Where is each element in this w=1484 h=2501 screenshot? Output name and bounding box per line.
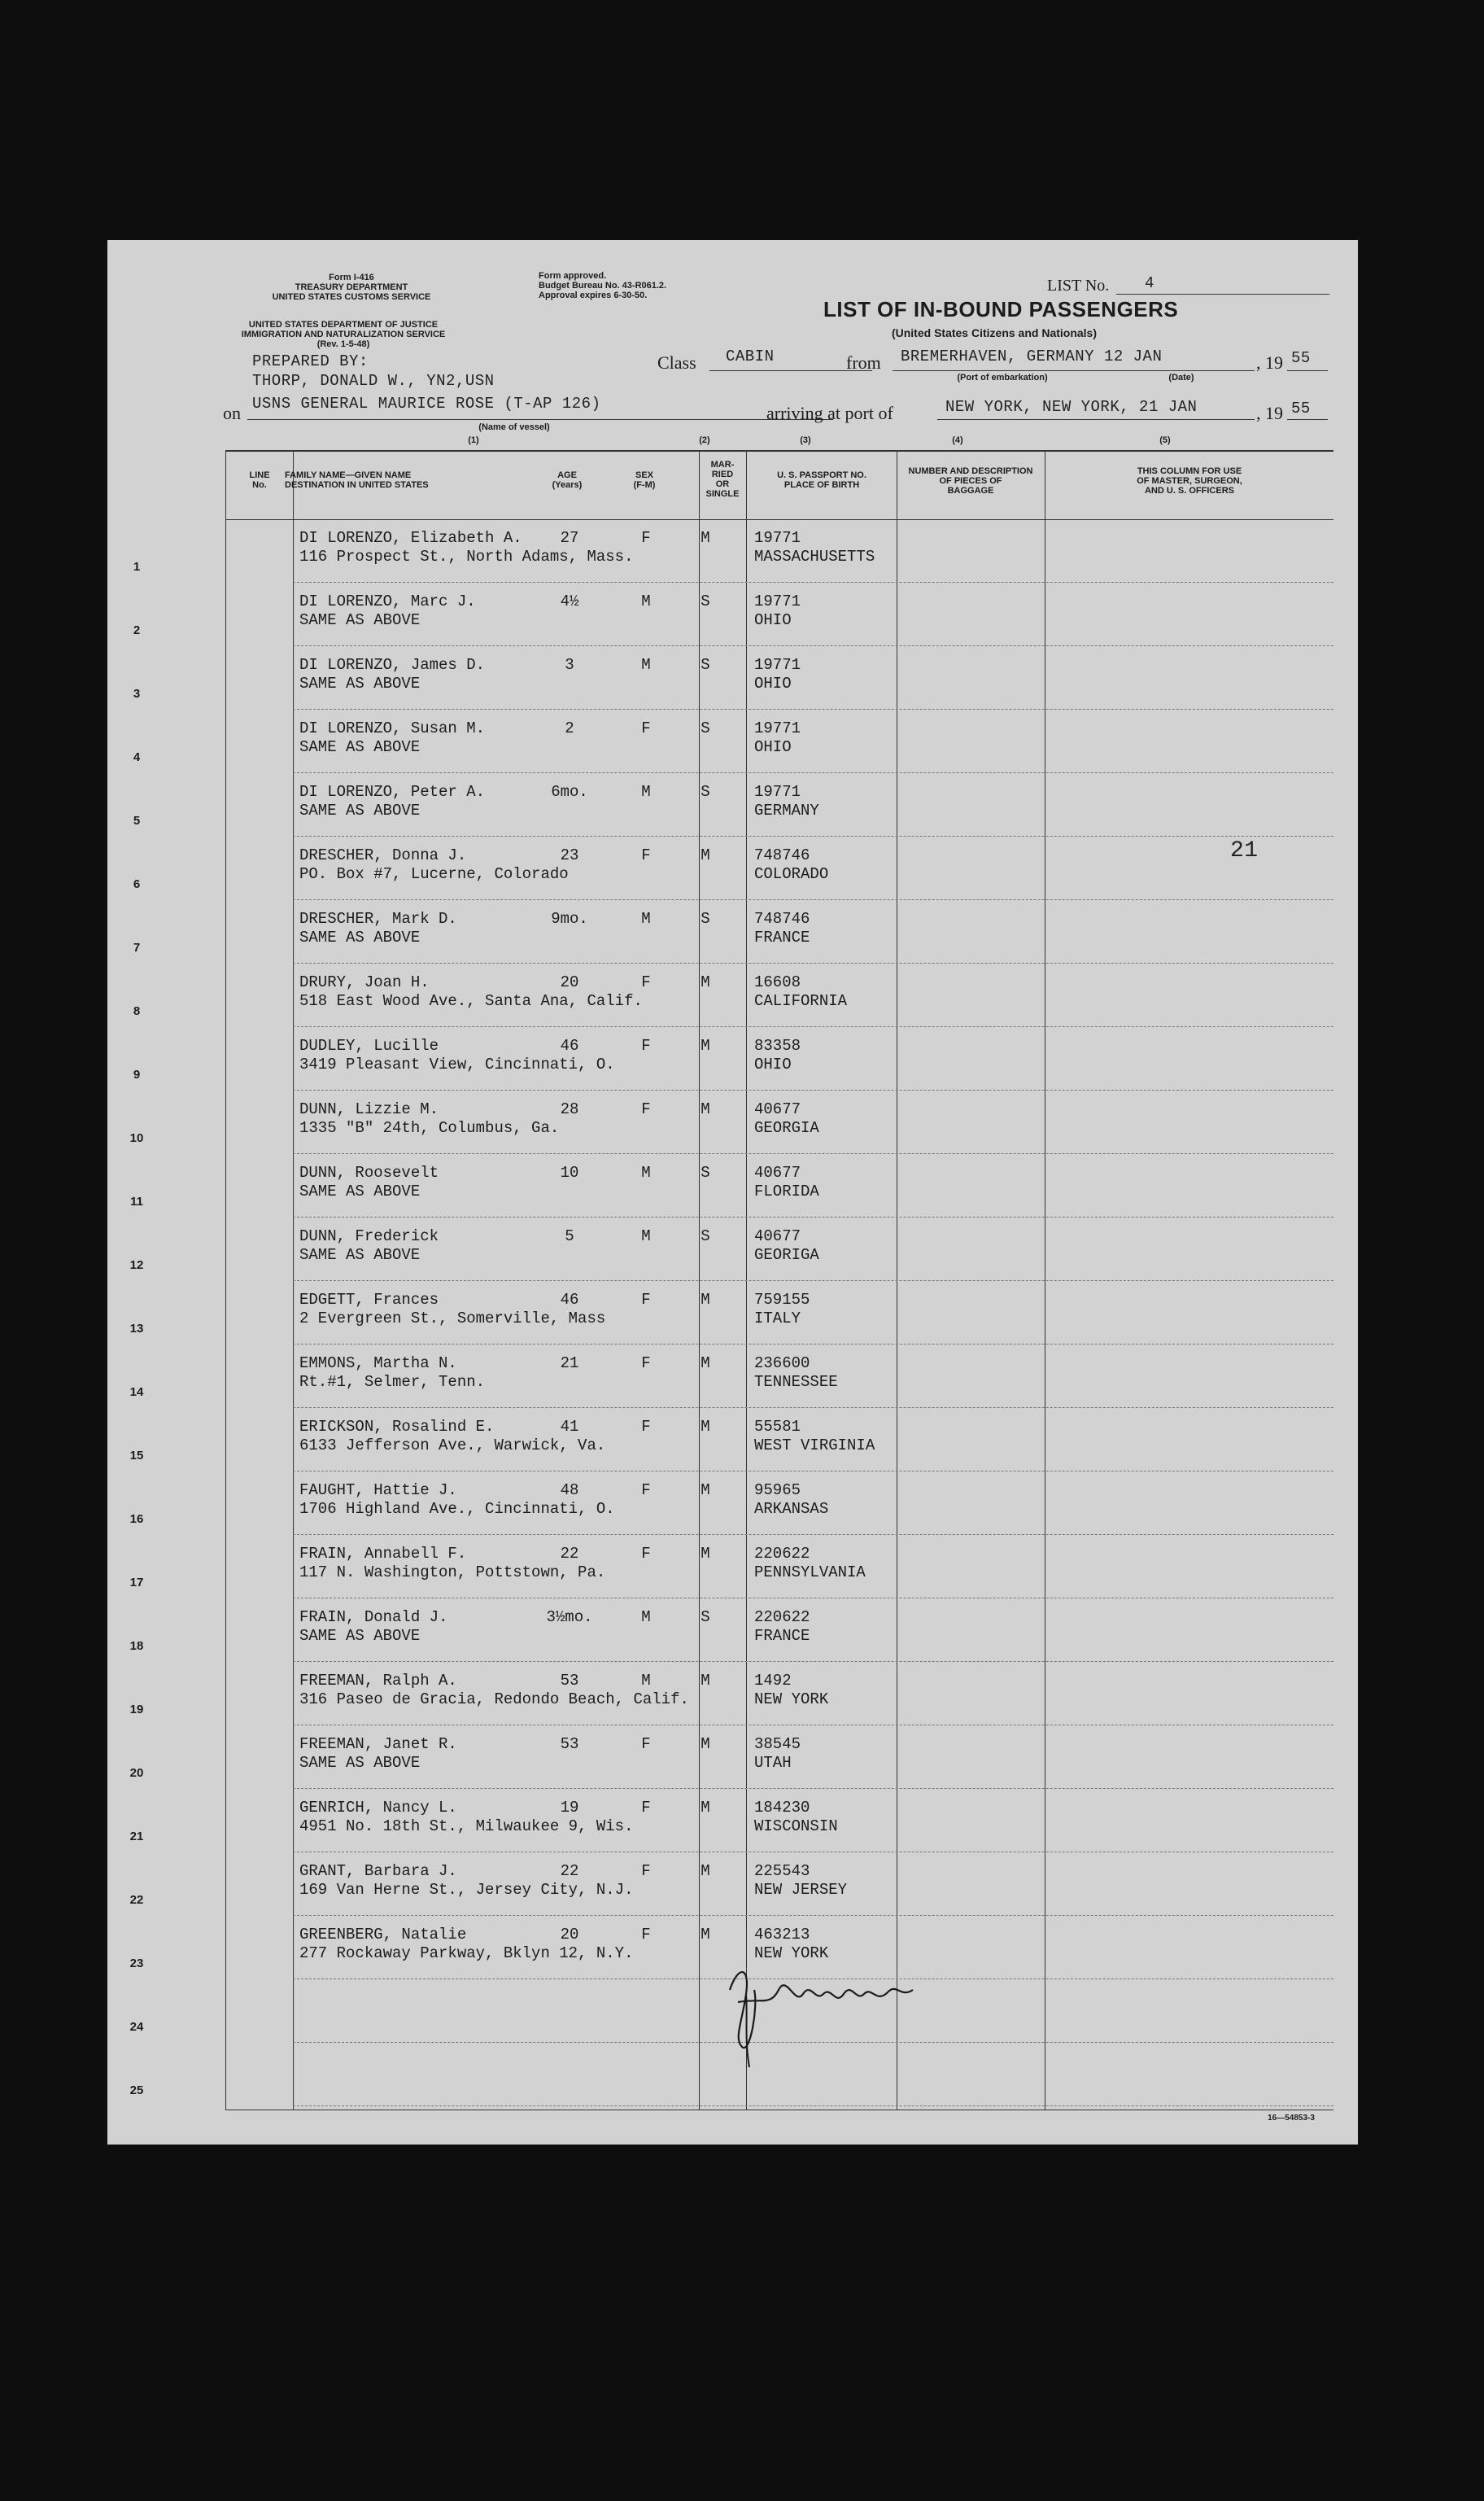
col-header-baggage: NUMBER AND DESCRIPTION OF PIECES OF BAGGAGE	[908, 466, 1033, 496]
column-number: (4)	[952, 435, 963, 445]
table-row	[107, 1598, 1358, 1662]
passport-number: 220622	[754, 1608, 810, 1626]
passport-number: 220622	[754, 1545, 810, 1563]
age: 27	[560, 529, 579, 547]
marital-status: M	[701, 846, 710, 864]
preparer-name: THORP, DONALD W., YN2,USN	[252, 372, 495, 390]
line-number: 22	[129, 1893, 144, 1907]
row-divider	[293, 2105, 1333, 2106]
passenger-name: GRANT, Barbara J.	[299, 1862, 457, 1880]
passenger-name: DUNN, Frederick	[299, 1227, 439, 1245]
passenger-name: DRESCHER, Donna J.	[299, 846, 467, 864]
place-of-birth: OHIO	[754, 675, 792, 693]
passenger-name: DI LORENZO, Marc J.	[299, 592, 476, 610]
age: 10	[560, 1164, 579, 1182]
passport-number: 16608	[754, 973, 801, 991]
class-value: CABIN	[726, 348, 775, 365]
sex: M	[641, 592, 651, 610]
place-of-birth: GERMANY	[754, 802, 819, 820]
destination: 518 East Wood Ave., Santa Ana, Calif.	[299, 992, 643, 1010]
passport-number: 19771	[754, 592, 801, 610]
passenger-manifest-page	[107, 240, 1358, 2145]
age: 9mo.	[551, 910, 588, 928]
age: 46	[560, 1291, 579, 1309]
marital-status: S	[701, 719, 710, 737]
place-of-birth: NEW YORK	[754, 1944, 829, 1962]
place-of-birth: FLORIDA	[754, 1183, 819, 1200]
marital-status: M	[701, 529, 710, 547]
age: 20	[560, 1926, 579, 1944]
passport-number: 759155	[754, 1291, 810, 1309]
table-row	[107, 964, 1358, 1027]
col-header-officers: THIS COLUMN FOR USE OF MASTER, SURGEON, AND U. S. OFFICERS	[1137, 466, 1242, 496]
destination: Rt.#1, Selmer, Tenn.	[299, 1373, 486, 1391]
line-number: 7	[133, 941, 141, 955]
age: 46	[560, 1037, 579, 1055]
passport-number: 748746	[754, 846, 810, 864]
table-row	[107, 519, 1358, 583]
place-of-birth: GEORIGA	[754, 1246, 819, 1264]
line-number: 3	[133, 687, 141, 701]
table-row	[107, 1789, 1358, 1852]
line-number: 12	[129, 1258, 144, 1272]
footer-code: 16—54853-3	[1268, 2114, 1315, 2123]
marital-status: M	[701, 1799, 710, 1817]
destination: SAME AS ABOVE	[299, 1627, 421, 1645]
place-of-birth: WISCONSIN	[754, 1817, 838, 1835]
line-number: 13	[129, 1322, 144, 1336]
age: 20	[560, 973, 579, 991]
on-label: on	[223, 403, 241, 423]
place-of-birth: WEST VIRGINIA	[754, 1436, 875, 1454]
sex: F	[641, 1481, 651, 1499]
table-row	[107, 1535, 1358, 1598]
age: 28	[560, 1100, 579, 1118]
justice-dept-block: UNITED STATES DEPARTMENT OF JUSTICE IMMIGRATION AND NATURALIZATION SERVICE (Rev. 1-5-48)	[241, 320, 446, 349]
passport-number: 19771	[754, 529, 801, 547]
destination: 3419 Pleasant View, Cincinnati, O.	[299, 1056, 615, 1073]
line-number: 18	[129, 1639, 144, 1653]
line-number: 24	[129, 2020, 144, 2034]
col-header-married: MAR- RIED OR SINGLE	[705, 460, 740, 499]
marital-status: M	[701, 1926, 710, 1944]
age: 53	[560, 1672, 579, 1690]
table-row	[107, 1218, 1358, 1281]
line-number: 5	[133, 814, 141, 828]
sex: M	[641, 1227, 651, 1245]
destination: SAME AS ABOVE	[299, 1754, 421, 1772]
line-number: 8	[133, 1004, 141, 1018]
destination: 1706 Highland Ave., Cincinnati, O.	[299, 1500, 615, 1518]
place-of-birth: NEW JERSEY	[754, 1881, 848, 1899]
arriving-year-prefix: , 19	[1256, 403, 1283, 423]
page-subtitle: (United States Citizens and Nationals)	[891, 326, 1098, 339]
line-number: 2	[133, 623, 141, 637]
col-header-passport: U. S. PASSPORT NO. PLACE OF BIRTH	[777, 470, 866, 490]
passenger-name: EDGETT, Frances	[299, 1291, 439, 1309]
passport-number: 184230	[754, 1799, 810, 1817]
line-number: 9	[133, 1068, 141, 1082]
passenger-name: EMMONS, Martha N.	[299, 1354, 457, 1372]
age: 3½mo.	[546, 1608, 593, 1626]
officer-note: 21	[1230, 838, 1259, 864]
sex: M	[641, 910, 651, 928]
line-number: 20	[129, 1766, 144, 1780]
sex: F	[641, 1735, 651, 1753]
approval-block: Form approved. Budget Bureau No. 43-R061.2. Approval expires 6-30-50.	[539, 271, 667, 300]
sex: F	[641, 1926, 651, 1944]
destination: 277 Rockaway Parkway, Bklyn 12, N.Y.	[299, 1944, 634, 1962]
marital-status: M	[701, 1545, 710, 1563]
passenger-name: FREEMAN, Ralph A.	[299, 1672, 457, 1690]
sex: F	[641, 719, 651, 737]
age: 2	[565, 719, 574, 737]
passenger-name: GREENBERG, Natalie	[299, 1926, 467, 1944]
vessel-caption: (Name of vessel)	[478, 422, 550, 432]
destination: SAME AS ABOVE	[299, 929, 421, 947]
page-title: LIST OF IN-BOUND PASSENGERS	[823, 297, 1179, 321]
passenger-name: ERICKSON, Rosalind E.	[299, 1418, 495, 1436]
passenger-name: DI LORENZO, Peter A.	[299, 783, 486, 801]
passport-number: 19771	[754, 719, 801, 737]
sex: F	[641, 1862, 651, 1880]
destination: SAME AS ABOVE	[299, 675, 421, 693]
passenger-name: DI LORENZO, Elizabeth A.	[299, 529, 522, 547]
passport-number: 748746	[754, 910, 810, 928]
officer-signature	[714, 1957, 925, 2071]
passenger-name: FREEMAN, Janet R.	[299, 1735, 457, 1753]
line-number: 10	[129, 1131, 144, 1145]
table-row	[107, 1154, 1358, 1218]
table-top-rule	[225, 450, 1333, 452]
destination: SAME AS ABOVE	[299, 1246, 421, 1264]
table-row	[107, 1408, 1358, 1471]
form-number-block: Form I-416 TREASURY DEPARTMENT UNITED STATES CUSTOMS SERVICE	[272, 273, 431, 302]
col-header-name: FAMILY NAME—GIVEN NAME DESTINATION IN UNITED STATES	[285, 470, 429, 490]
table-row	[107, 773, 1358, 837]
destination: SAME AS ABOVE	[299, 611, 421, 629]
passport-number: 236600	[754, 1354, 810, 1372]
passport-number: 19771	[754, 656, 801, 674]
marital-status: M	[701, 1672, 710, 1690]
col-header-line: LINE No.	[249, 470, 270, 490]
passport-number: 1492	[754, 1672, 792, 1690]
passport-number: 40677	[754, 1227, 801, 1245]
place-of-birth: OHIO	[754, 1056, 792, 1073]
marital-status: S	[701, 783, 710, 801]
passport-number: 225543	[754, 1862, 810, 1880]
passenger-name: FRAIN, Donald J.	[299, 1608, 448, 1626]
destination: 117 N. Washington, Pottstown, Pa.	[299, 1563, 606, 1581]
line-number: 4	[133, 750, 141, 764]
place-of-birth: OHIO	[754, 738, 792, 756]
sex: F	[641, 529, 651, 547]
age: 23	[560, 846, 579, 864]
arriving-value: NEW YORK, NEW YORK, 21 JAN	[945, 398, 1198, 416]
table-row	[107, 1471, 1358, 1535]
destination: 1335 "B" 24th, Columbus, Ga.	[299, 1119, 560, 1137]
sex: F	[641, 1354, 651, 1372]
sex: F	[641, 1418, 651, 1436]
column-number: (3)	[800, 435, 811, 445]
sex: M	[641, 1608, 651, 1626]
marital-status: M	[701, 1037, 710, 1055]
destination: SAME AS ABOVE	[299, 802, 421, 820]
line-number: 11	[130, 1195, 143, 1209]
sex: F	[641, 1100, 651, 1118]
passenger-name: FRAIN, Annabell F.	[299, 1545, 467, 1563]
passport-number: 40677	[754, 1100, 801, 1118]
place-of-birth: MASSACHUSETTS	[754, 548, 875, 566]
marital-status: M	[701, 1291, 710, 1309]
line-number: 14	[129, 1385, 144, 1399]
sex: M	[641, 1164, 651, 1182]
place-of-birth: UTAH	[754, 1754, 792, 1772]
table-row	[107, 1027, 1358, 1091]
table-row	[107, 1281, 1358, 1345]
date-caption: (Date)	[1168, 373, 1194, 383]
place-of-birth: ARKANSAS	[754, 1500, 829, 1518]
prepared-by-label: PREPARED BY:	[252, 352, 369, 370]
table-row	[107, 583, 1358, 646]
passenger-name: DUNN, Roosevelt	[299, 1164, 439, 1182]
sex: F	[641, 1545, 651, 1563]
line-number: 15	[129, 1449, 144, 1463]
sex: F	[641, 1291, 651, 1309]
line-number: 25	[129, 2083, 144, 2097]
from-label: from	[846, 352, 881, 373]
place-of-birth: NEW YORK	[754, 1690, 829, 1708]
age: 22	[560, 1545, 579, 1563]
place-of-birth: FRANCE	[754, 929, 810, 947]
marital-status: M	[701, 1418, 710, 1436]
marital-status: S	[701, 656, 710, 674]
line-number: 6	[133, 877, 141, 891]
vessel-name: USNS GENERAL MAURICE ROSE (T-AP 126)	[252, 395, 601, 413]
arriving-year: 55	[1291, 400, 1311, 418]
age: 4½	[560, 592, 579, 610]
age: 22	[560, 1862, 579, 1880]
destination: 169 Van Herne St., Jersey City, N.J.	[299, 1881, 634, 1899]
port-caption: (Port of embarkation)	[957, 373, 1048, 383]
marital-status: M	[701, 1481, 710, 1499]
age: 48	[560, 1481, 579, 1499]
place-of-birth: FRANCE	[754, 1627, 810, 1645]
line-number: 16	[129, 1512, 144, 1526]
passport-number: 55581	[754, 1418, 801, 1436]
marital-status: M	[701, 973, 710, 991]
column-number: (5)	[1159, 435, 1171, 445]
passport-number: 83358	[754, 1037, 801, 1055]
age: 53	[560, 1735, 579, 1753]
list-no-value: 4	[1145, 274, 1154, 292]
marital-status: S	[701, 1608, 710, 1626]
table-row	[107, 710, 1358, 773]
arriving-label: arriving at port of	[766, 403, 893, 423]
age: 19	[560, 1799, 579, 1817]
table-row	[107, 837, 1358, 900]
passenger-name: DRESCHER, Mark D.	[299, 910, 457, 928]
column-number: (1)	[468, 435, 479, 445]
table-row	[107, 900, 1358, 964]
list-no-label: LIST No.	[1047, 277, 1110, 295]
sex: M	[641, 783, 651, 801]
table-row	[107, 1091, 1358, 1154]
sex: F	[641, 973, 651, 991]
passenger-name: DI LORENZO, James D.	[299, 656, 486, 674]
line-number: 21	[129, 1830, 144, 1843]
sex: F	[641, 846, 651, 864]
place-of-birth: COLORADO	[754, 865, 829, 883]
from-value: BREMERHAVEN, GERMANY 12 JAN	[901, 348, 1163, 365]
place-of-birth: PENNSYLVANIA	[754, 1563, 866, 1581]
passport-number: 95965	[754, 1481, 801, 1499]
passenger-name: GENRICH, Nancy L.	[299, 1799, 457, 1817]
marital-status: S	[701, 1164, 710, 1182]
marital-status: M	[701, 1862, 710, 1880]
age: 21	[560, 1354, 579, 1372]
passport-number: 463213	[754, 1926, 810, 1944]
sex: M	[641, 656, 651, 674]
destination: SAME AS ABOVE	[299, 738, 421, 756]
marital-status: M	[701, 1100, 710, 1118]
column-number: (2)	[699, 435, 710, 445]
from-year-prefix: , 19	[1256, 352, 1283, 373]
place-of-birth: CALIFORNIA	[754, 992, 848, 1010]
class-label: Class	[657, 352, 696, 373]
place-of-birth: GEORGIA	[754, 1119, 819, 1137]
age: 5	[565, 1227, 574, 1245]
age: 41	[560, 1418, 579, 1436]
destination: 6133 Jefferson Ave., Warwick, Va.	[299, 1436, 606, 1454]
passport-number: 40677	[754, 1164, 801, 1182]
table-row	[107, 1725, 1358, 1789]
table-row	[107, 646, 1358, 710]
place-of-birth: ITALY	[754, 1310, 801, 1327]
destination: PO. Box #7, Lucerne, Colorado	[299, 865, 569, 883]
sex: F	[641, 1799, 651, 1817]
table-row	[107, 1345, 1358, 1408]
age: 6mo.	[551, 783, 588, 801]
sex: F	[641, 1037, 651, 1055]
passenger-name: DUNN, Lizzie M.	[299, 1100, 439, 1118]
destination: 4951 No. 18th St., Milwaukee 9, Wis.	[299, 1817, 634, 1835]
marital-status: M	[701, 1735, 710, 1753]
line-number: 23	[129, 1957, 144, 1970]
passenger-name: DUDLEY, Lucille	[299, 1037, 439, 1055]
passenger-name: FAUGHT, Hattie J.	[299, 1481, 457, 1499]
marital-status: S	[701, 592, 710, 610]
col-header-sex: SEX (F-M)	[633, 470, 656, 490]
passport-number: 19771	[754, 783, 801, 801]
marital-status: S	[701, 910, 710, 928]
destination: 2 Evergreen St., Somerville, Mass	[299, 1310, 606, 1327]
age: 3	[565, 656, 574, 674]
destination: 316 Paseo de Gracia, Redondo Beach, Calif.	[299, 1690, 689, 1708]
destination: 116 Prospect St., North Adams, Mass.	[299, 548, 634, 566]
line-number: 19	[129, 1703, 144, 1716]
place-of-birth: OHIO	[754, 611, 792, 629]
line-number: 17	[129, 1576, 144, 1589]
passenger-name: DRURY, Joan H.	[299, 973, 430, 991]
col-header-age: AGE (Years)	[552, 470, 583, 490]
passport-number: 38545	[754, 1735, 801, 1753]
destination: SAME AS ABOVE	[299, 1183, 421, 1200]
passenger-name: DI LORENZO, Susan M.	[299, 719, 486, 737]
table-row	[107, 1662, 1358, 1725]
line-number: 1	[133, 560, 141, 574]
marital-status: S	[701, 1227, 710, 1245]
place-of-birth: TENNESSEE	[754, 1373, 838, 1391]
table-row	[107, 1852, 1358, 1916]
sex: M	[641, 1672, 651, 1690]
marital-status: M	[701, 1354, 710, 1372]
from-year: 55	[1291, 349, 1311, 367]
